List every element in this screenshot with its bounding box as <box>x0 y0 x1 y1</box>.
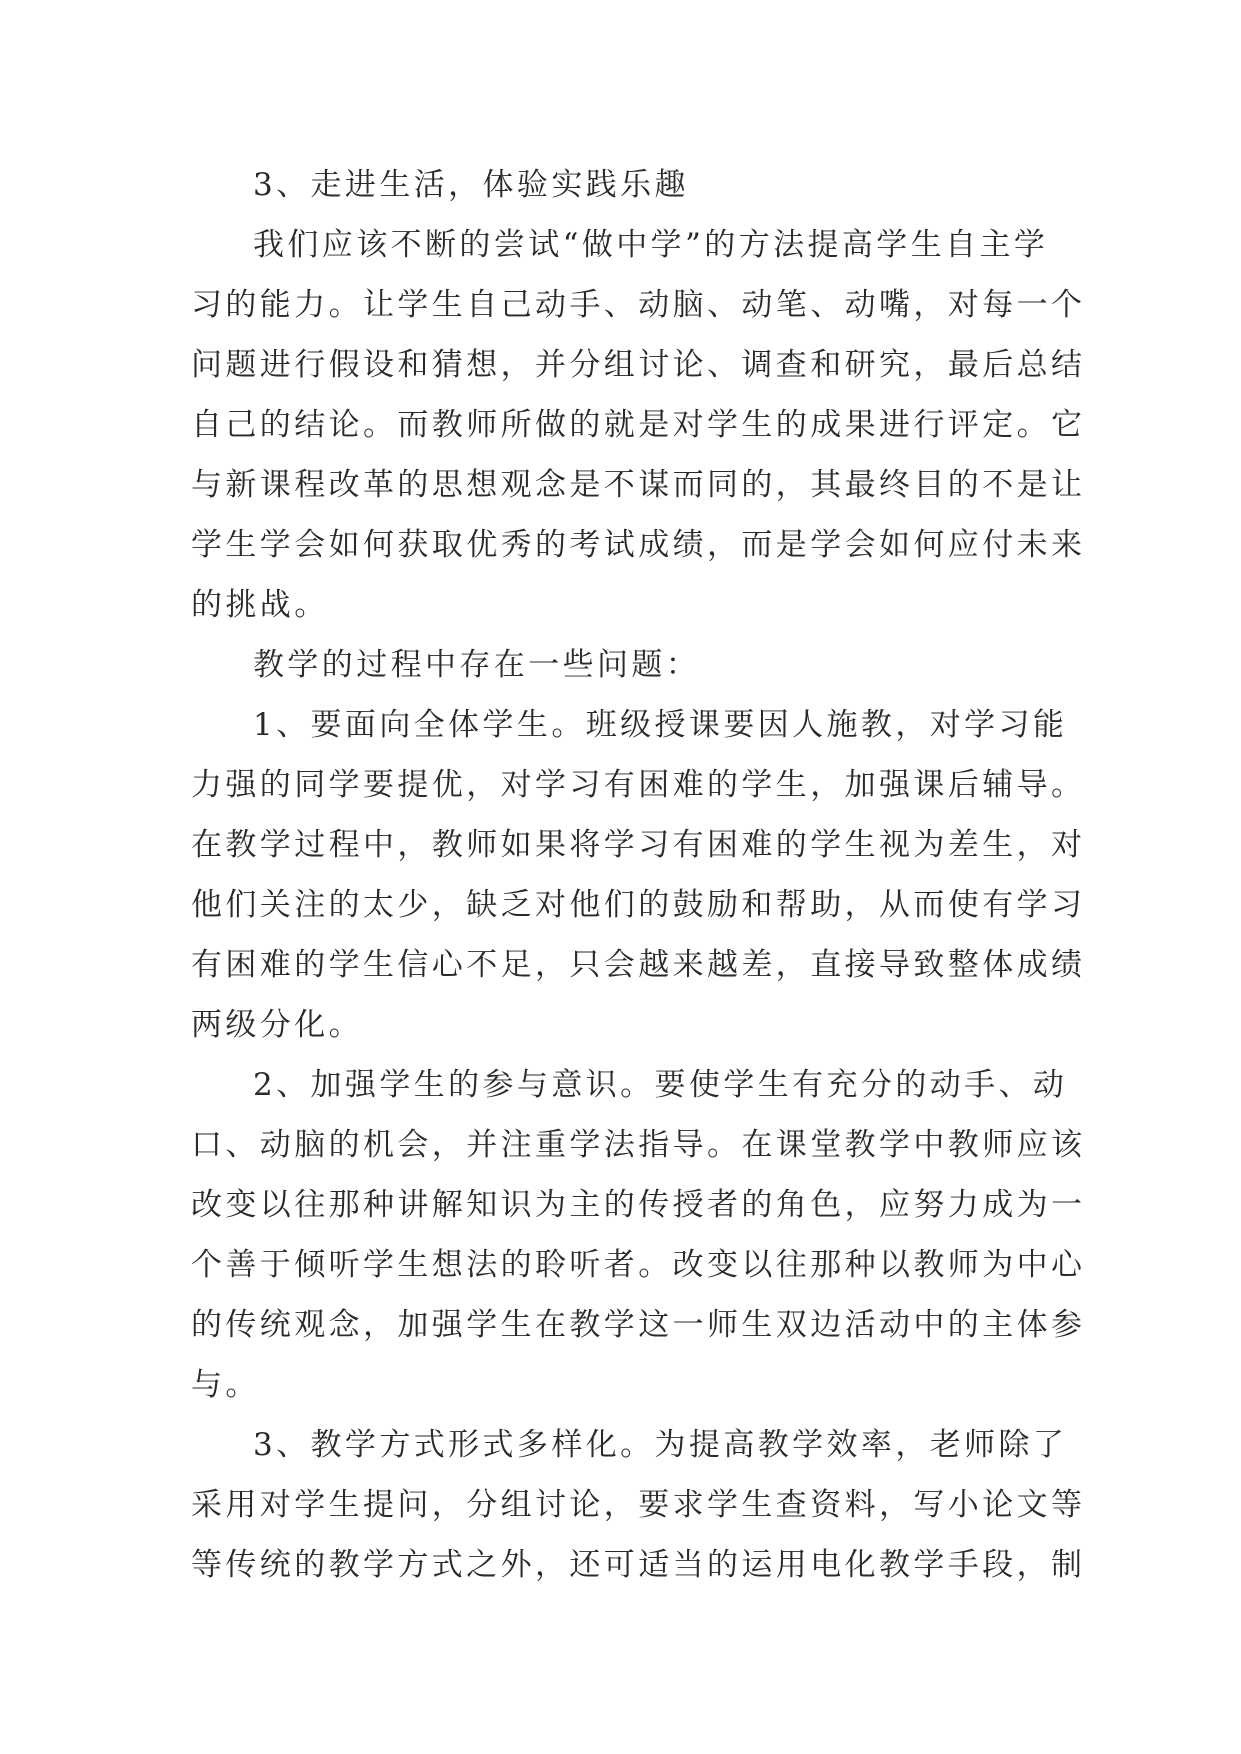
paragraph-line: 我们应该不断的尝试“做中学”的方法提高学生自主学 <box>253 227 1049 263</box>
paragraph-line: 有困难的学生信心不足，只会越来越差，直接导致整体成绩 <box>191 947 1086 983</box>
paragraph-line: 问题进行假设和猜想，并分组讨论、调查和研究，最后总结 <box>191 347 1086 383</box>
paragraph-line: 等传统的教学方式之外，还可适当的运用电化教学手段，制 <box>191 1547 1086 1583</box>
paragraph-line: 教学的过程中存在一些问题： <box>253 647 701 683</box>
paragraph-line: 采用对学生提问，分组讨论，要求学生查资料，写小论文等 <box>191 1487 1086 1523</box>
paragraph-line: 的挑战。 <box>191 587 329 623</box>
paragraph-line: 学生学会如何获取优秀的考试成绩，而是学会如何应付未来 <box>191 527 1086 563</box>
paragraph-line: 1、要面向全体学生。班级授课要因人施教，对学习能 <box>253 707 1068 743</box>
paragraph-line: 与。 <box>191 1367 260 1403</box>
paragraph-line: 在教学过程中，教师如果将学习有困难的学生视为差生，对 <box>191 827 1086 863</box>
paragraph-line: 与新课程改革的思想观念是不谋而同的，其最终目的不是让 <box>191 467 1086 503</box>
section-heading: 3、走进生活，体验实践乐趣 <box>253 167 689 203</box>
paragraph-line: 口、动脑的机会，并注重学法指导。在课堂教学中教师应该 <box>191 1127 1086 1163</box>
paragraph-line: 习的能力。让学生自己动手、动脑、动笔、动嘴，对每一个 <box>191 287 1086 323</box>
paragraph-line: 3、教学方式形式多样化。为提高教学效率，老师除了 <box>253 1427 1068 1463</box>
paragraph-line: 2、加强学生的参与意识。要使学生有充分的动手、动 <box>253 1067 1068 1103</box>
paragraph-line: 改变以往那种讲解知识为主的传授者的角色，应努力成为一 <box>191 1187 1086 1223</box>
paragraph-line: 力强的同学要提优，对学习有困难的学生，加强课后辅导。 <box>191 767 1086 803</box>
paragraph-line: 个善于倾听学生想法的聆听者。改变以往那种以教师为中心 <box>191 1247 1086 1283</box>
paragraph-line: 他们关注的太少，缺乏对他们的鼓励和帮助，从而使有学习 <box>191 887 1086 923</box>
paragraph-line: 的传统观念，加强学生在教学这一师生双边活动中的主体参 <box>191 1307 1086 1343</box>
paragraph-line: 两级分化。 <box>191 1007 363 1043</box>
paragraph-line: 自己的结论。而教师所做的就是对学生的成果进行评定。它 <box>191 407 1086 443</box>
